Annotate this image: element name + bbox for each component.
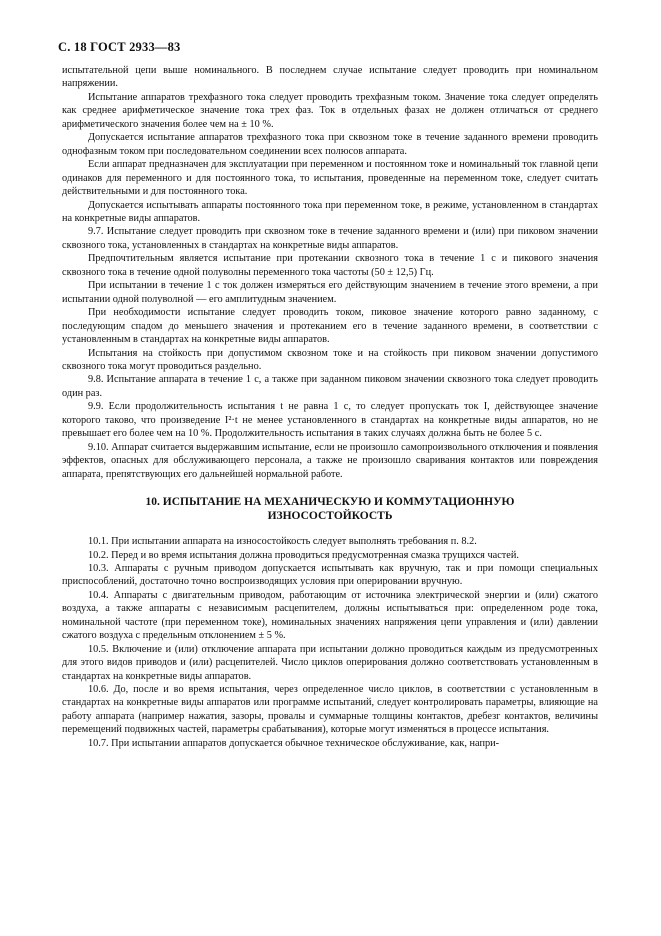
paragraph: 10.2. Перед и во время испытания должна проводиться предусмотренная смазка трущихся частей.: [88, 549, 519, 561]
paragraph: 10.5. Включение и (или) отключение аппарата при испытании должно проводиться каждым из предусмотренных для этого видов приводов и (или) расцепителей. Число циклов оперирования должно соответствовать установленным в стандартах на конкретные виды аппаратов.: [62, 643, 598, 682]
paragraph: 10.4. Аппараты с двигательным приводом, работающим от источника электрической энергии и (или) сжатого воздуха, а также аппараты с независимым расцепителем, должны испытываться при: определенном роде тока, номинальной частоте (при переменном токе), номинальных значениях напряжения цепи управления и (или) давлении сжатого воздуха с предельным отклонением ± 5 %.: [62, 589, 598, 642]
paragraph: Допускается испытывать аппараты постоянного тока при переменном токе, в режиме, установленном в стандартах на конкретные виды аппаратов.: [62, 199, 598, 224]
paragraph: При необходимости испытание следует проводить током, пиковое значение которого равно заданному, с последующим спадом до меньшего значения и протеканием его в течение заданного времени, в соответствии с установленным в стандартах на конкретные виды аппаратов.: [62, 307, 598, 346]
paragraph: испытательной цепи выше номинального. В последнем случае испытание следует проводить при номинальном напряжении.: [62, 65, 598, 90]
paragraph: 10.3. Аппараты с ручным приводом допускается испытывать как вручную, так и при помощи специальных приспособлений, достаточно точно воспроизводящих условия при оперировании вручную.: [62, 562, 598, 588]
paragraph: 9.7. Испытание следует проводить при сквозном токе в течение заданного времени и (или) при пиковом значении сквозного тока, установленных в стандартах на конкретные виды аппаратов.: [62, 226, 598, 251]
section-title-line: ИЗНОСОСТОЙКОСТЬ: [267, 510, 393, 523]
paragraph: Допускается испытание аппаратов трехфазного тока при сквозном токе в течение заданного времени проводить однофазным током при последовательном соединении всех полюсов аппарата.: [62, 132, 598, 157]
paragraph: При испытании в течение 1 с ток должен измеряться его действующим значением в течение этого времени, а при испытании одной полуволной — его амплитудным значением.: [62, 280, 598, 305]
page-header: С. 18 ГОСТ 2933—83: [58, 40, 181, 54]
paragraph: 10.1. При испытании аппарата на износостойкость следует выполнять требования п. 8.2.: [88, 536, 477, 548]
paragraph: Предпочтительным является испытание при протекании сквозного тока в течение 1 с и пикового значения сквозного тока в течение одной полуволны переменного тока частоты (50 ± 12,5) Гц.: [62, 253, 598, 278]
paragraph: Испытание аппаратов трехфазного тока следует проводить трехфазным током. Значение тока следует определять как среднее арифметическое значение тока трех фаз. Ток в отдельных фазах не должен отличаться от среднего арифметического значения более чем на ± 10 %.: [62, 91, 598, 130]
paragraph: 10.7. При испытании аппаратов допускается обычное техническое обслуживание, как, напри-: [88, 737, 500, 749]
paragraph: 9.10. Аппарат считается выдержавшим испытание, если не произошло самопроизвольного отключения и появления эффектов, опасных для обслуживающего персонала, а также не произошло сваривания контактов или повреждения аппарата, препятствующих его дальнейшей нормальной работе.: [62, 441, 598, 480]
body-text: [62, 64, 598, 750]
section-title-line: 10. ИСПЫТАНИЕ НА МЕХАНИЧЕСКУЮ И КОММУТАЦИОННУЮ: [145, 496, 515, 509]
paragraph: Если аппарат предназначен для эксплуатации при переменном и постоянном токе и номинальный ток главной цепи одинаков для переменного и для постоянного тока, то испытания, проведенные на переменном токе, следует считать действительными и для постоянного тока.: [62, 159, 598, 198]
paragraph: Испытания на стойкость при допустимом сквозном токе и на стойкость при пиковом значении допустимого сквозного тока могут проводиться раздельно.: [62, 347, 598, 372]
paragraph: 10.6. До, после и во время испытания, через определенное число циклов, в соответствии с установленным в стандартах на конкретные виды аппаратов или программе испытаний, следует контролировать параметры, влияющие на работу аппарата (например нажатия, зазоры, провалы и суммарные толщины контактов, дребезг контактов, величины перемещений подвижных частей, параметры срабатывания), которые могут изменяться в процессе испытания.: [62, 684, 598, 736]
paragraph: 9.9. Если продолжительность испытания t не равна 1 с, то следует пропускать ток I, действующее значение которого таково, что произведение I²·t не менее установленного в стандартах на конкретные виды аппаратов, но не превышает его более чем на 10 %. Продолжительность испытания в таких случаях должна быть не более 5 с.: [62, 401, 598, 440]
paragraph: 9.8. Испытание аппарата в течение 1 с, а также при заданном пиковом значении сквозного тока следует проводить один раз.: [62, 374, 598, 399]
section-title: [62, 495, 598, 523]
